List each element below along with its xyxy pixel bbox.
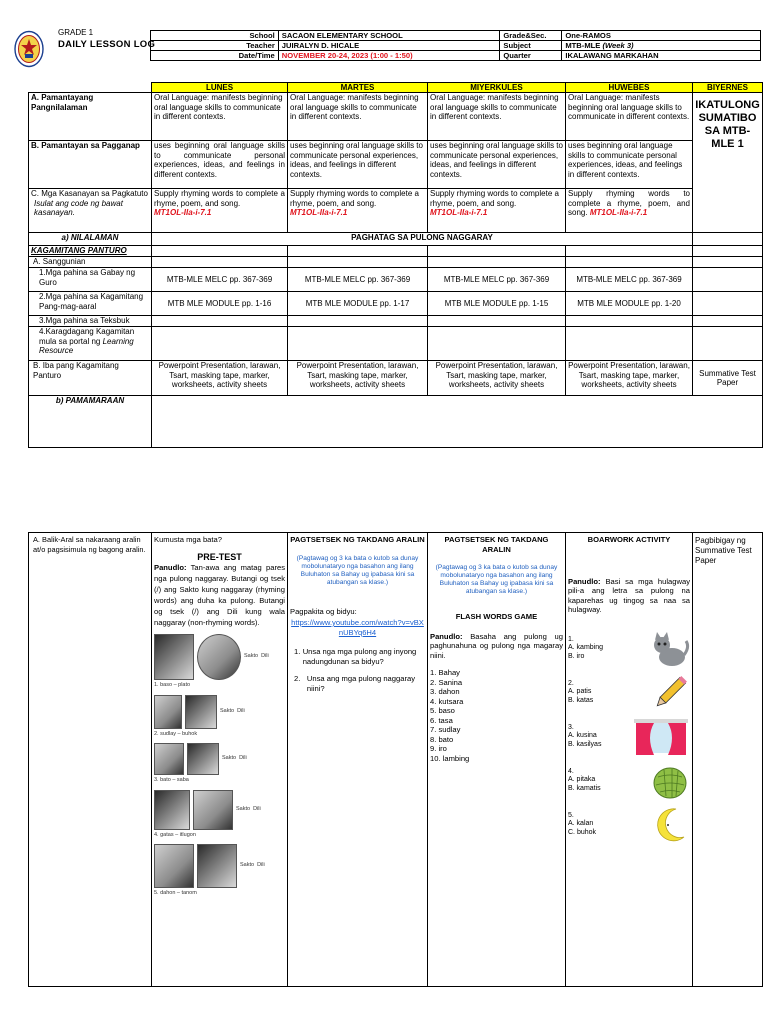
pagtsetsek-title-martes: PAGTSETSEK NG TAKDANG ARALIN <box>290 535 425 544</box>
empty-cell <box>693 316 763 327</box>
word-item: 9. iro <box>430 744 447 753</box>
document-title: DAILY LESSON LOG <box>58 39 156 50</box>
empty-cell <box>693 292 763 316</box>
gabay-huwebes: MTB-MLE MELC pp. 367-369 <box>566 268 693 292</box>
boardwork-item-1 <box>568 629 690 669</box>
school-value: SACAON ELEMENTARY SCHOOL <box>278 31 500 41</box>
empty-cell <box>152 316 288 327</box>
gabay-lunes: MTB-MLE MELC pp. 367-369 <box>152 268 288 292</box>
row-c-miyerkules <box>428 189 566 233</box>
word-item: 10. lambing <box>430 753 470 763</box>
pretest-items <box>154 634 285 899</box>
row-a-huwebes: Oral Language: manifests beginning oral language skills to communicate in different contexts. <box>566 93 693 141</box>
grade-sec-value: One-RAMOS <box>562 31 761 41</box>
melc-code: MT1OL-IIa-i-7.1 <box>154 208 212 217</box>
day-header-martes: MARTES <box>288 83 428 93</box>
item-number: 2. <box>568 679 574 687</box>
pagtsetsek-note-martes: (Pagtawag og 3 ka bata o kutob sa dunay mobolunataryo nga basahon ang ilang Buluhaton sa Bahay ug ipabasa kini sa atubangan sa klase.) <box>296 554 419 586</box>
nilalaman-friday <box>693 233 763 246</box>
balik-aral-biyernes: Pagbibigay ng Summative Test Paper <box>693 533 763 987</box>
word-list <box>430 668 563 763</box>
empty-cell <box>693 268 763 292</box>
kasanayan-text: Supply rhyming words to complete a rhyme, poem, and song. <box>430 189 559 208</box>
boardwork-item-3 <box>568 717 690 757</box>
empty-cell <box>152 327 288 361</box>
melc-code: MT1OL-IIa-i-7.1 <box>290 208 348 217</box>
cat-icon <box>650 629 690 669</box>
pretest-title: PRE-TEST <box>197 551 242 562</box>
iba-miyerkules: Powerpoint Presentation, larawan, Tsart, masking tape, marker, worksheets, activity sheets <box>428 361 566 396</box>
header-info-table <box>150 30 761 61</box>
subject-label: Subject <box>500 41 562 51</box>
dili-label: Dili <box>261 653 269 660</box>
boardwork-item-5-choices <box>568 812 596 838</box>
school-label: School <box>151 31 279 41</box>
greeting-text: Kumusta mga bata? <box>154 535 222 544</box>
photo-stone <box>154 743 184 775</box>
choice-a: A. kambing <box>568 644 604 652</box>
photo-banana <box>187 743 219 775</box>
sakto-label: Sakto <box>222 755 237 762</box>
flash-words-title: FLASH WORDS GAME <box>455 612 538 621</box>
empty-cell <box>428 257 566 268</box>
choice-b: B. iro <box>568 652 585 660</box>
pagtsetsek-note-miyerkules: (Pagtawag og 3 ka bata o kutob sa dunay mobolunataryo nga basahon ang ilang Buluhaton sa Bahay ug ipabasa kini sa atubangan sa klase.) <box>435 564 558 595</box>
question-1-text: Unsa nga mga pulong ang inyong nadungdunan sa bidyu? <box>302 647 417 666</box>
grade-label: GRADE 1 <box>58 28 94 37</box>
moon-icon <box>650 805 690 845</box>
balik-aral-huwebes <box>566 533 693 987</box>
teacher-label: Teacher <box>151 41 279 51</box>
nilalaman-value: PAGHATAG SA PULONG NAGGARAY <box>152 233 693 246</box>
photo-glass <box>154 634 194 680</box>
row-b-miyerkules: uses beginning oral language skills to communicate personal experiences, ideas, and feelings in different contexts. <box>428 141 566 189</box>
row-c-martes <box>288 189 428 233</box>
photo-hair <box>185 695 217 729</box>
nilalaman-label: a) NILALAMAN <box>29 233 152 246</box>
sakto-label: Sakto <box>244 653 259 660</box>
gabay-guro-label: 1.Mga pahina sa Gabay ng Guro <box>29 268 152 292</box>
day-header-lunes: LUNES <box>152 83 288 93</box>
empty-cell <box>566 316 693 327</box>
word-item: 3. dahon <box>430 687 460 696</box>
sanggunian-label: A. Sanggunian <box>29 257 152 268</box>
date-time-value: NOVEMBER 20-24, 2023 (1:00 - 1:50) <box>278 51 500 61</box>
teacher-value: JUIRALYN D. HICALE <box>278 41 500 51</box>
choice-b: B. katas <box>568 696 594 704</box>
boardwork-item-1-choices <box>568 636 603 662</box>
iba-lunes: Powerpoint Presentation, larawan, Tsart, masking tape, marker, worksheets, activity sheets <box>152 361 288 396</box>
day-header-miyerkules: MIYERKULES <box>428 83 566 93</box>
iba-pang-kagamitan-label: B. Iba pang Kagamitang Panturo <box>29 361 152 396</box>
row-b-lunes: uses beginning oral language skills to communicate personal experiences, ideas, and feelings in different contexts. <box>152 141 288 189</box>
choice-a: A. kalan <box>568 820 594 828</box>
pretest-instr-text: Tan-awa ang matag pares nga pulong naggaray. Butangi og tsek (/) ang Sakto kung naggaray (rhyming words) ang duha ka pulong. Butangi og tsek (/) ang Dili kung wala naggaray (non-rhyming words). <box>154 563 285 627</box>
dili-label: Dili <box>237 707 245 714</box>
pamamaraan-label: b) PAMAMARAAN <box>29 396 152 448</box>
empty-cell <box>566 327 693 361</box>
balik-aral-miyerkules <box>428 533 566 987</box>
photo-plant <box>197 844 237 888</box>
photo-plate <box>197 634 241 680</box>
curtain-icon <box>632 717 690 757</box>
boardwork-instructions <box>568 577 690 615</box>
pamamaraan-content <box>152 396 763 448</box>
boardwork-title: BOARWORK ACTIVITY <box>587 535 671 544</box>
module-miyerkules: MTB MLE MODULE pp. 1-15 <box>428 292 566 316</box>
choice-a: A. patis <box>568 688 592 696</box>
question-1-number: 1. <box>294 647 301 656</box>
module-huwebes: MTB MLE MODULE pp. 1-20 <box>566 292 693 316</box>
dili-label: Dili <box>239 755 247 762</box>
photo-comb <box>154 695 182 729</box>
pretest-caption-3: 3. bato – saba <box>154 777 189 783</box>
empty-cell <box>566 257 693 268</box>
flash-words-instructions <box>430 632 563 661</box>
panudlo-label: Panudlo: <box>568 576 601 586</box>
word-item: 5. baso <box>430 706 455 715</box>
kasanayan-note: Isulat ang code ng bawat kasanayan. <box>34 198 123 217</box>
pretest-caption-1: 1. baso – plato <box>154 682 191 688</box>
item-number: 3. <box>568 723 574 731</box>
word-item: 6. tasa <box>430 715 453 725</box>
choice-a: A. kusina <box>568 732 597 740</box>
kasanayan-text: Supply rhyming words to complete a rhyme, poem, and song. <box>154 189 285 208</box>
choice-a: A. pitaka <box>568 776 596 784</box>
photo-eggplant <box>193 790 233 830</box>
empty-cell <box>152 257 288 268</box>
balik-aral-table <box>28 532 763 987</box>
word-item: 7. sudlay <box>430 725 461 734</box>
date-time-label: Date/Time <box>151 51 279 61</box>
quarter-value: IKALAWANG MARKAHAN <box>562 51 761 61</box>
question-2 <box>290 674 425 693</box>
pretest-caption-4: 4. gatas – itlugon <box>154 831 196 838</box>
word-item: 8. bato <box>430 734 454 744</box>
iba-biyernes: Summative Test Paper <box>693 361 763 396</box>
deped-seal-logo <box>14 30 44 68</box>
row-a-miyerkules: Oral Language: manifests beginning oral language skills to communicate in different contexts. <box>428 93 566 141</box>
kagamitang-pang-mag-aaral-label: 2.Mga pahina sa Kagamitang Pang-mag-aaral <box>29 292 152 316</box>
dili-label: Dili <box>253 805 261 812</box>
pretest-item-1 <box>154 634 285 680</box>
kagamitang-panturo-label: KAGAMITANG PANTURO <box>29 246 152 257</box>
boardwork-instr-text: Basi sa mga hulagway pili-a ang letra sa pulong na kaparehas ug tingog sa naa sa hulagway. <box>568 576 690 614</box>
kasanayan-text: Supply rhyming words to complete a rhyme, poem, and song. <box>290 189 419 208</box>
word-item: 2. Sanina <box>430 677 463 687</box>
kasanayan-text: Supply rhyming words to complete a rhyme, poem, and song. <box>568 189 690 217</box>
pretest-caption-5: 5. dahon – tanom <box>154 890 197 896</box>
boardwork-item-3-choices <box>568 724 601 750</box>
learning-resource-text: Learning Resource <box>39 336 134 355</box>
lesson-plan-table <box>28 82 763 448</box>
pretest-item-3 <box>154 743 285 775</box>
bidyu-label: Pagpakita og bidyu: <box>290 606 357 616</box>
balik-aral-lunes <box>152 533 288 987</box>
dili-label: Dili <box>257 862 265 869</box>
choice-b: B. kamatis <box>568 784 601 792</box>
row-a-martes: Oral Language: manifests beginning oral language skills to communicate in different contexts. <box>288 93 428 141</box>
grade-sec-label: Grade&Sec. <box>500 31 562 41</box>
boardwork-item-2 <box>568 673 690 713</box>
youtube-link[interactable]: https://www.youtube.com/watch?v=vBXnUBYq6H4 <box>291 618 424 637</box>
panudlo-label: Panudlo: <box>154 563 187 572</box>
balik-aral-martes <box>288 533 428 987</box>
gabay-miyerkules: MTB-MLE MELC pp. 367-369 <box>428 268 566 292</box>
row-b-huwebes: uses beginning oral language skills to communicate personal experiences, ideas, and feelings in different contexts. <box>566 141 693 189</box>
word-item: 4. kutsara <box>430 696 464 706</box>
melc-code: MT1OL-IIa-i-7.1 <box>430 208 488 217</box>
photo-milk <box>154 790 190 830</box>
empty-cell <box>288 257 428 268</box>
karagdagang-kagamitan-label <box>29 327 152 361</box>
empty-cell <box>288 316 428 327</box>
pamantayan-sa-pagganap-label: B. Pamantayan sa Pagganap <box>29 141 152 189</box>
empty-cell <box>152 246 288 257</box>
karagdagang-text: 4.Karagdagang Kagamitan mula sa portal ng <box>39 327 135 346</box>
pamantayang-pangnilalaman-label: A. Pamantayang Pangnilalaman <box>29 93 152 141</box>
gabay-martes: MTB-MLE MELC pp. 367-369 <box>288 268 428 292</box>
pretest-instructions <box>154 562 285 628</box>
item-number: 5. <box>568 811 574 819</box>
row-a-lunes: Oral Language: manifests beginning oral language skills to communicate in different contexts. <box>152 93 288 141</box>
row-b-martes: uses beginning oral language skills to communicate personal experiences, ideas, and feelings in different contexts. <box>288 141 428 189</box>
question-2-number: 2. <box>294 674 301 683</box>
row-c-lunes <box>152 189 288 233</box>
pretest-item-2 <box>154 695 285 729</box>
corner-cell <box>29 83 152 93</box>
kasanayan-label-text: C. Mga Kasanayan sa Pagkatuto <box>31 189 148 198</box>
choice-b: C. buhok <box>568 828 597 836</box>
pagtsetsek-title-miyerkules: PAGTSETSEK NG TAKDANG ARALIN <box>444 535 549 554</box>
pretest-item-4 <box>154 790 285 830</box>
iba-huwebes: Powerpoint Presentation, larawan, Tsart, masking tape, marker, worksheets, activity sheets <box>566 361 693 396</box>
empty-cell <box>288 246 428 257</box>
row-c-huwebes <box>566 189 693 233</box>
empty-cell <box>566 246 693 257</box>
module-lunes: MTB MLE MODULE pp. 1-16 <box>152 292 288 316</box>
module-martes: MTB MLE MODULE pp. 1-17 <box>288 292 428 316</box>
empty-cell <box>428 327 566 361</box>
item-number: 4. <box>568 767 574 775</box>
boardwork-item-4 <box>568 761 690 801</box>
question-1 <box>290 647 425 666</box>
boardwork-item-4-choices <box>568 768 601 794</box>
flash-words-instr-text: Basaha ang pulong ug paghunahuna og pulong nga magaray niini. <box>430 631 563 660</box>
photo-leaf <box>154 844 194 888</box>
atis-fruit-icon <box>650 761 690 801</box>
friday-summative-title: IKATULONG SUMATIBO SA MTB-MLE 1 <box>693 93 763 233</box>
pretest-item-5 <box>154 844 285 888</box>
pencil-icon <box>650 673 690 713</box>
teksbuk-label: 3.Mga pahina sa Teksbuk <box>29 316 152 327</box>
empty-cell <box>693 257 763 268</box>
empty-cell <box>693 246 763 257</box>
choice-b: B. kasilyas <box>568 740 602 748</box>
sakto-label: Sakto <box>240 862 255 869</box>
panudlo-label: Panudlo: <box>430 631 463 641</box>
word-item: 1. Bahay <box>430 668 460 677</box>
question-2-text: Unsa ang mga pulong naggaray niini? <box>306 674 415 693</box>
boardwork-item-5 <box>568 805 690 845</box>
melc-code: MT1OL-IIa-i-7.1 <box>589 208 648 217</box>
empty-cell <box>428 246 566 257</box>
sakto-label: Sakto <box>220 707 235 714</box>
pretest-caption-2: 2. sudlay – buhok <box>154 730 198 737</box>
balik-aral-label: A. Balik-Aral sa nakaraang aralin at/o pagsisimula ng bagong aralin. <box>29 533 152 987</box>
empty-cell <box>428 316 566 327</box>
day-header-biyernes: BIYERNES <box>693 83 763 93</box>
empty-cell <box>693 327 763 361</box>
boardwork-item-2-choices <box>568 680 593 706</box>
item-number: 1. <box>568 635 574 643</box>
empty-cell <box>288 327 428 361</box>
subject-value: MTB-MLE (Week 3) <box>562 41 761 51</box>
quarter-label: Quarter <box>500 51 562 61</box>
day-header-huwebes: HUWEBES <box>566 83 693 93</box>
iba-martes: Powerpoint Presentation, larawan, Tsart, masking tape, marker, worksheets, activity sheets <box>288 361 428 396</box>
sakto-label: Sakto <box>236 805 251 812</box>
kasanayan-label <box>29 189 152 233</box>
